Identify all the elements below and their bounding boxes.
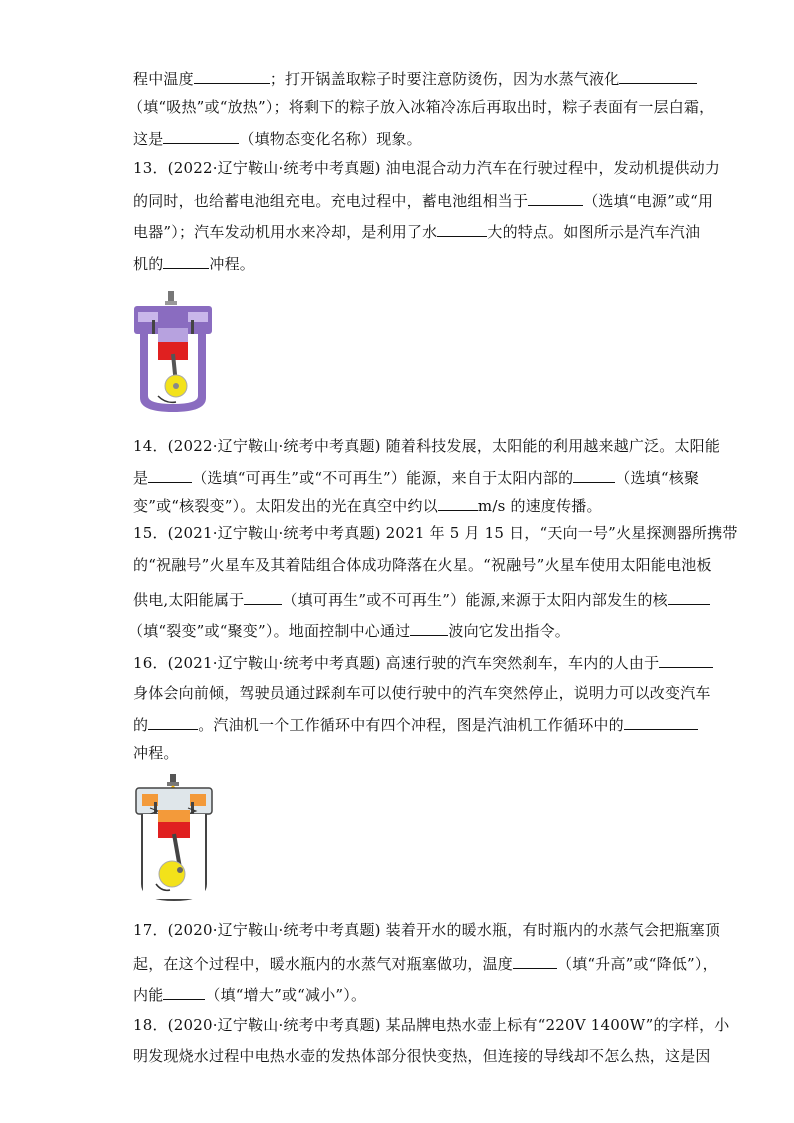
q14-line-3: 变”或“核裂变”）。太阳发出的光在真空中约以 m/s 的速度传播。 [133,494,602,516]
answer-blank[interactable] [163,983,205,1000]
engine-diagram-2 [134,772,214,902]
q15-line-4: （填“裂变”或“聚变”）。地面控制中心通过 波向它发出指令。 [128,619,570,641]
q18-line-1: 18．(2020·辽宁鞍山·统考中考真题) 某品牌电热水壶上标有“220V 1400W”的字样，小 [133,1016,730,1034]
q13-line-2: 的同时，也给蓄电池组充电。充电过程中，蓄电池组相当于 （选填“电源”或“用 [133,189,713,211]
q17-line-2: 起，在这个过程中，暖水瓶内的水蒸气对瓶塞做功，温度 （填“升高”或“降低”）， [133,952,718,974]
q12-line-2: （填“吸热”或“放热”）；将剩下的粽子放入冰箱冷冻后再取出时，粽子表面有一层白霜， [128,98,715,116]
engine-diagram-1 [132,288,214,414]
answer-blank[interactable] [163,252,209,269]
q13-line-1: 13．(2022·辽宁鞍山·统考中考真题) 油电混合动力汽车在行驶过程中，发动机提供动力 [133,159,721,177]
q15-line-1: 15．(2021·辽宁鞍山·统考中考真题) 2021 年 5 月 15 日，“天向一号”火星探测器所携带 [133,524,738,542]
answer-blank[interactable] [148,466,192,483]
answer-blank[interactable] [148,713,198,730]
q12-line-3: 这是 （填物态变化名称）现象。 [133,127,422,149]
q13-line-3: 电器”）；汽车发动机用水来冷却，是利用了水 大的特点。如图所示是汽车汽油 [133,220,700,242]
q16-line-2: 身体会向前倾，驾驶员通过踩刹车可以使行驶中的汽车突然停止，说明力可以改变汽车 [133,684,711,702]
answer-blank[interactable] [528,189,583,206]
answer-blank[interactable] [410,619,448,636]
q17-line-3: 内能 （填“增大”或“减小”）。 [133,983,366,1005]
answer-blank[interactable] [437,220,487,237]
answer-blank[interactable] [659,651,713,668]
q14-line-2: 是 （选填“可再生”或“不可再生”）能源，来自于太阳内部的 （选填“核聚 [133,466,699,488]
answer-blank[interactable] [624,713,698,730]
answer-blank[interactable] [573,466,615,483]
q13-line-4: 机的 冲程。 [133,252,255,274]
q15-line-2: 的“祝融号”火星车及其着陆组合体成功降落在火星。“祝融号”火星车使用太阳能电池板 [133,556,712,574]
q16-line-1: 16．(2021·辽宁鞍山·统考中考真题) 高速行驶的汽车突然刹车，车内的人由于 [133,651,713,673]
answer-blank[interactable] [513,952,557,969]
q18-line-2: 明发现烧水过程中电热水壶的发热体部分很快变热，但连接的导线却不怎么热，这是因 [133,1047,711,1065]
answer-blank[interactable] [438,494,478,511]
answer-blank[interactable] [244,588,282,605]
q12-line-1: 程中温度 ；打开锅盖取粽子时要注意防烫伤，因为水蒸气液化 [133,67,697,89]
answer-blank[interactable] [194,67,270,84]
q14-line-1: 14．(2022·辽宁鞍山·统考中考真题) 随着科技发展，太阳能的利用越来越广泛。太阳能 [133,437,721,455]
answer-blank[interactable] [619,67,697,84]
q16-line-3: 的 。汽油机一个工作循环中有四个冲程，图是汽油机工作循环中的 [133,713,698,735]
answer-blank[interactable] [668,588,710,605]
q16-line-4: 冲程。 [133,744,179,762]
answer-blank[interactable] [163,127,239,144]
q17-line-1: 17．(2020·辽宁鞍山·统考中考真题) 装着开水的暖水瓶，有时瓶内的水蒸气会把瓶塞顶 [133,921,721,939]
q15-line-3: 供电,太阳能属于 （填可再生”或不可再生”）能源,来源于太阳内部发生的核 [133,588,710,610]
